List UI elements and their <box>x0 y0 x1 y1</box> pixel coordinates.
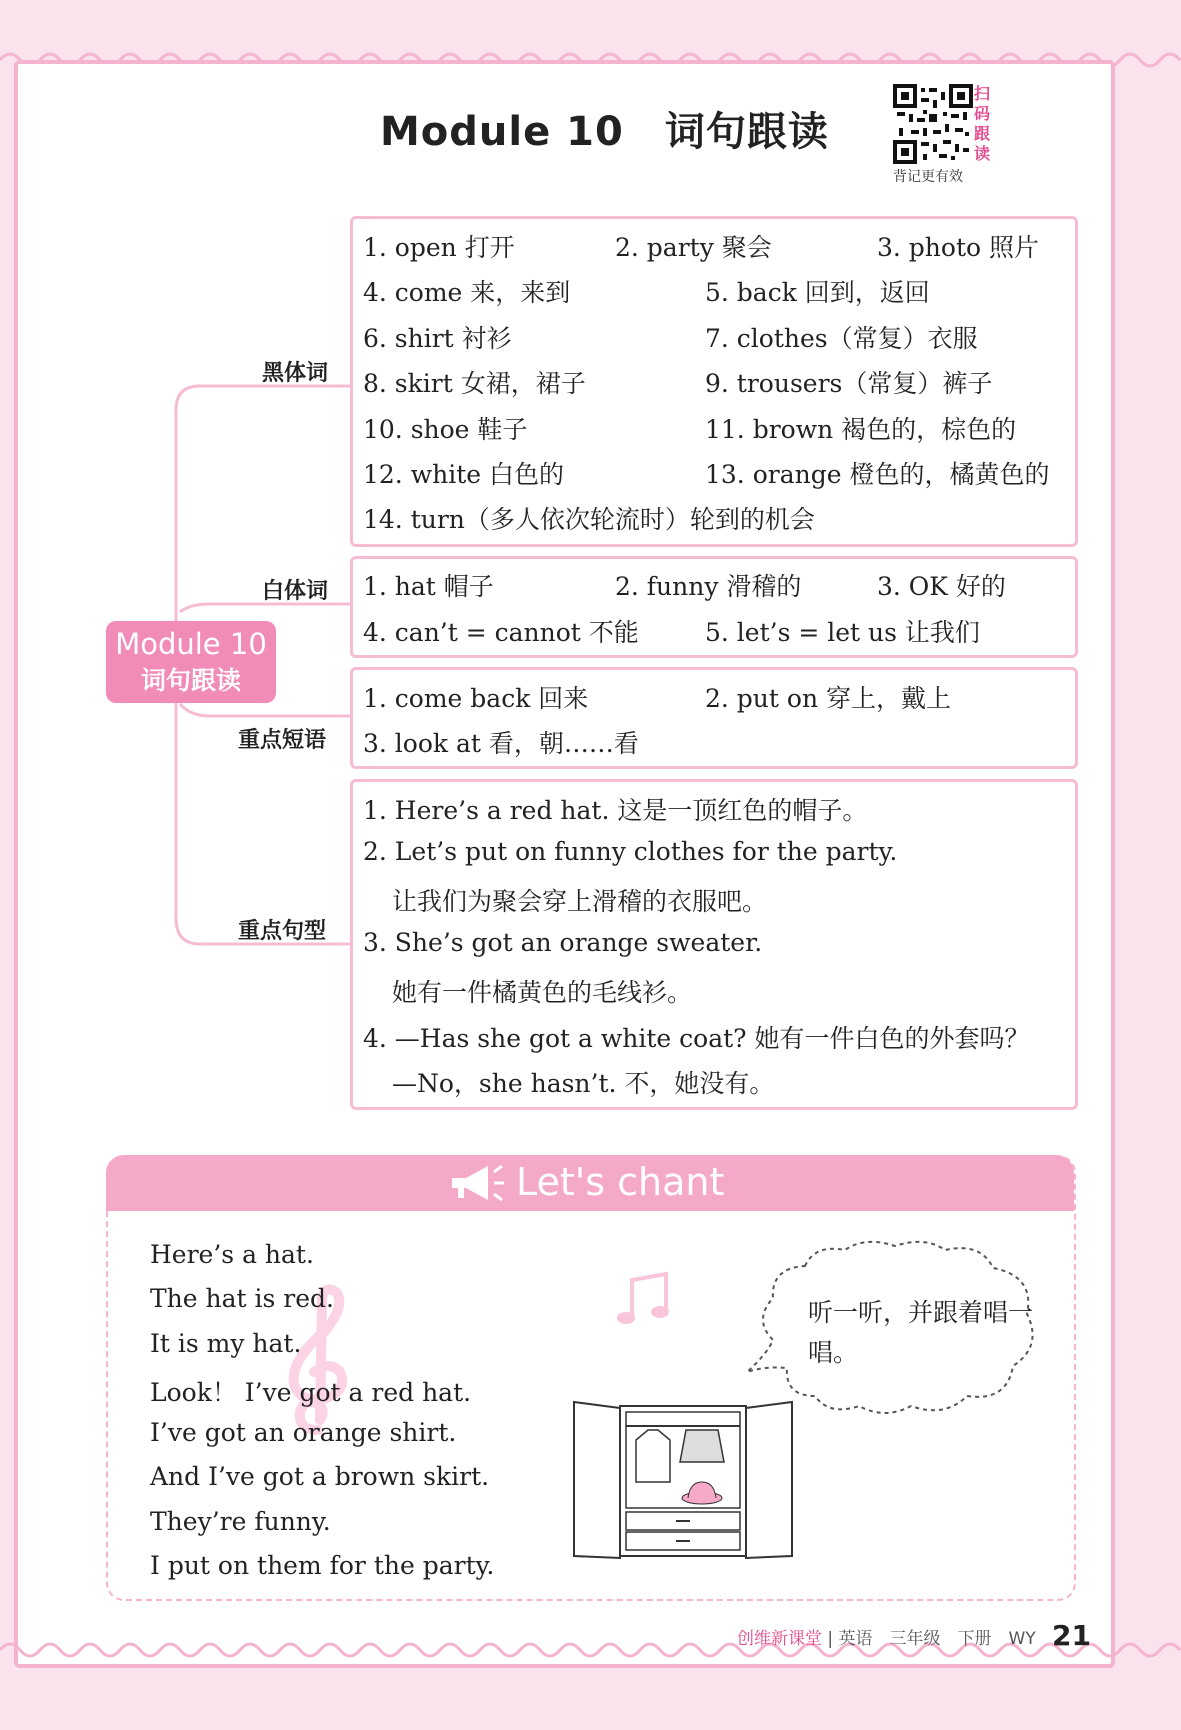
sentence-line: 2. Let’s put on funny clothes for the party. <box>363 837 898 866</box>
word-item: 2. funny 滑稽的 <box>615 572 802 601</box>
chant-line: And I’ve got a brown skirt. <box>150 1462 490 1491</box>
module-hub <box>106 621 276 703</box>
footer-separator: | <box>827 1629 834 1649</box>
word-item: 1. hat 帽子 <box>363 572 494 601</box>
page-title: Module 10 词句跟读 <box>380 109 829 155</box>
footer-brand: 创维新课堂 <box>737 1629 822 1649</box>
music-note-icon <box>616 1270 676 1330</box>
hub-line1: Module 10 <box>115 627 267 661</box>
word-item: 6. shirt 衬衫 <box>363 324 512 353</box>
sentence-line: —No，she hasn’t. 不，她没有。 <box>392 1069 775 1098</box>
word-item: 5. let’s = let us 让我们 <box>705 618 980 647</box>
hub-line2: 词句跟读 <box>140 666 241 695</box>
category-bold-words: 黑体词 <box>262 361 329 386</box>
category-phrases: 重点短语 <box>238 728 327 753</box>
word-item: 7. clothes（常复）衣服 <box>705 324 978 353</box>
chant-line: The hat is red. <box>150 1284 334 1313</box>
word-item: 3. photo 照片 <box>877 233 1039 262</box>
category-plain-words: 白体词 <box>262 579 329 604</box>
word-item: 12. white 白色的 <box>363 460 564 489</box>
word-item: 3. OK 好的 <box>877 572 1006 601</box>
word-item: 5. back 回到，返回 <box>705 278 930 307</box>
chant-line: Look！ I’ve got a red hat. <box>150 1378 472 1407</box>
word-item: 1. open 打开 <box>363 233 515 262</box>
word-item: 8. skirt 女裙，裙子 <box>363 369 586 398</box>
sentence-line: 她有一件橘黄色的毛线衫。 <box>392 978 693 1007</box>
page-number: 21 <box>1052 1619 1091 1652</box>
bubble-text: 听一听，并跟着唱一唱。 <box>808 1298 1034 1367</box>
chant-line: I’ve got an orange shirt. <box>150 1418 457 1447</box>
footer-info: 英语 三年级 下册 WY <box>838 1629 1036 1649</box>
word-item: 11. brown 褐色的，棕色的 <box>705 415 1017 444</box>
category-sentences: 重点句型 <box>238 919 327 944</box>
sentence-line: 4. —Has she got a white coat? 她有一件白色的外套吗？ <box>363 1024 1030 1053</box>
sentence-line: 1. Here’s a red hat. 这是一顶红色的帽子。 <box>363 796 868 825</box>
sentence-line: 3. She’s got an orange sweater. <box>363 928 763 957</box>
qr-caption: 背记更有效 <box>893 169 963 185</box>
sentence-line: 让我们为聚会穿上滑稽的衣服吧。 <box>392 887 768 916</box>
word-item: 10. shoe 鞋子 <box>363 415 528 444</box>
qr-side-label: 扫码跟读 <box>974 84 991 163</box>
word-item: 14. turn（多人依次轮流时）轮到的机会 <box>363 505 815 534</box>
chant-line: They’re funny. <box>150 1507 331 1536</box>
word-item: 13. orange 橙色的，橘黄色的 <box>705 460 1050 489</box>
word-item: 4. come 来，来到 <box>363 278 571 307</box>
phrase-item: 1. come back 回来 <box>363 684 589 713</box>
chant-line: Here’s a hat. <box>150 1240 314 1269</box>
word-item: 9. trousers（常复）裤子 <box>705 369 993 398</box>
phrase-item: 2. put on 穿上，戴上 <box>705 684 951 713</box>
footer <box>737 1624 1036 1649</box>
chant-line: It is my hat. <box>150 1329 302 1358</box>
chant-line: I put on them for the party. <box>150 1551 495 1580</box>
word-item: 4. can’t = cannot 不能 <box>363 618 639 647</box>
wardrobe-illustration <box>572 1400 794 1564</box>
word-item: 2. party 聚会 <box>615 233 772 262</box>
megaphone-icon <box>448 1162 506 1204</box>
chant-title: Let's chant <box>516 1160 725 1204</box>
phrase-item: 3. look at 看，朝……看 <box>363 729 639 758</box>
